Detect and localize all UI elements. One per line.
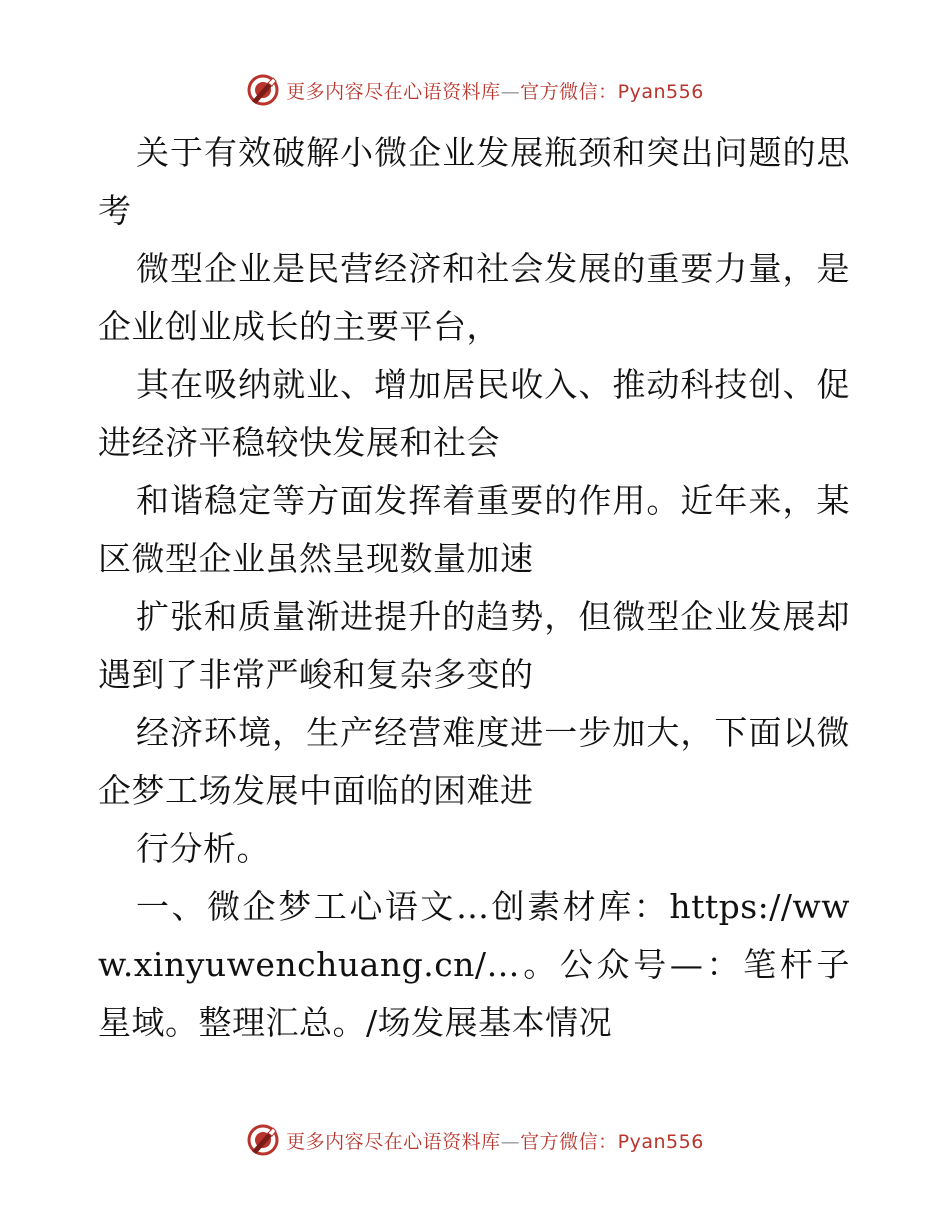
banner-separator: —: [500, 80, 521, 103]
paragraph: 扩张和质量渐进提升的趋势，但微型企业发展却遇到了非常严峻和复杂多变的: [98, 597, 850, 694]
banner-main-text: 更多内容尽在心语资料库: [286, 1130, 501, 1153]
document-body: [98, 124, 850, 1052]
banner-wechat-text: 官方微信：Pyan556: [520, 80, 704, 103]
document-title: 关于有效破解小微企业发展瓶颈和突出问题的思考: [98, 133, 850, 230]
paragraph: 其在吸纳就业、增加居民收入、推动科技创、促进经济平稳较快发展和社会: [98, 365, 850, 462]
banner-text: [286, 77, 704, 104]
banner-text: [286, 1127, 704, 1154]
paragraph: 和谐稳定等方面发挥着重要的作用。近年来，某区微型企业虽然呈现数量加速: [98, 481, 850, 578]
paragraph: 微型企业是民营经济和社会发展的重要力量，是企业创业成长的主要平台，: [98, 249, 850, 346]
banner-main-text: 更多内容尽在心语资料库: [286, 80, 501, 103]
section-heading: 一、微企梦工心语文…创素材库：https://www.xinyuwenchuang.cn/…。公众号—：笔杆子星域。整理汇总。/场发展基本情况: [98, 887, 850, 1042]
pen-logo-icon: [246, 1123, 280, 1157]
pen-logo-icon: [246, 73, 280, 107]
paragraph: 经济环境，生产经营难度进一步加大，下面以微企梦工场发展中面临的困难进: [98, 713, 850, 810]
paragraph: 行分析。: [136, 829, 270, 868]
banner-separator: —: [500, 1130, 521, 1153]
footer-watermark-banner: [0, 1120, 950, 1160]
banner-wechat-text: 官方微信：Pyan556: [520, 1130, 704, 1153]
header-watermark-banner: [0, 70, 950, 110]
